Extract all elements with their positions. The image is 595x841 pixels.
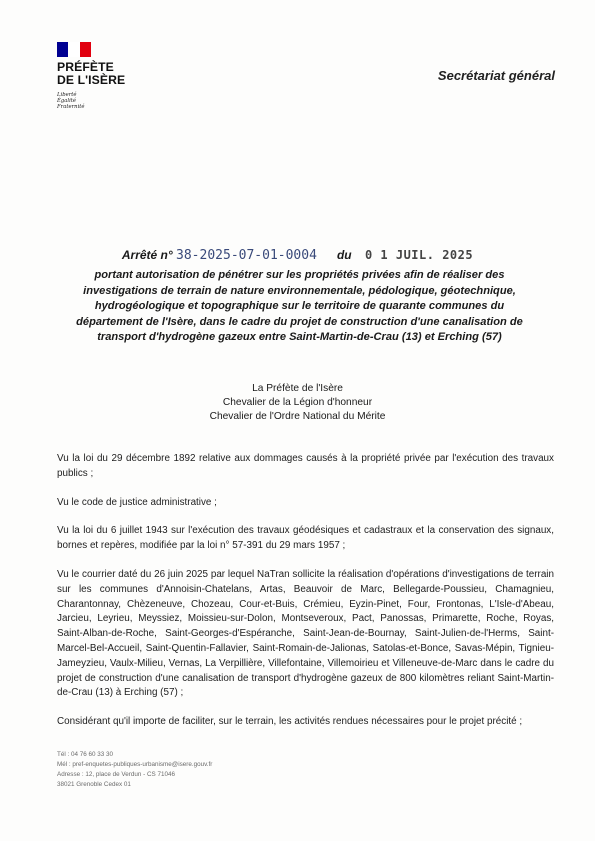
footer-phone: Tél : 04 76 60 33 30 — [57, 751, 114, 758]
logo-line-1: PRÉFÈTE — [57, 60, 114, 74]
decree-number: 38-2025-07-01-0004 — [176, 248, 317, 263]
logo-line-2: DE L'ISÈRE — [57, 73, 126, 87]
flag-white-stripe — [68, 42, 79, 57]
prefecture-logo — [57, 42, 137, 111]
decree-subject: portant autorisation de pénétrer sur les propriétés privées afin de réaliser des investigations de terrain de nature environnementale, pédologique, géotechnique, hydrogéologique et topographique sur le territoire de quarante communes du département de l'Isère, dans le cadre du projet de construction d'une canalisation de transport d'hydrogène gazeux entre Saint-Martin-de-Crau (13) et Erching (57) — [76, 269, 523, 344]
footer-address: Adresse : 12, place de Verdun - CS 71046 — [57, 771, 175, 778]
motto-liberte: Liberté — [57, 92, 77, 98]
logo-title — [57, 61, 137, 87]
motto-fraternite: Fraternité — [57, 104, 85, 111]
considerant-paragraph: Vu le code de justice administrative ; — [57, 496, 217, 508]
considerant-paragraph: Considérant qu'il importe de faciliter, sur le terrain, les activités rendues nécessaires pour le projet précité ; — [57, 716, 523, 728]
issuing-service: Secrétariat général — [437, 68, 555, 83]
french-flag-icon — [57, 42, 91, 57]
signing-authority — [0, 382, 595, 425]
considerant-paragraph: Vu le courrier daté du 26 juin 2025 par lequel NaTran sollicite la réalisation d'opérations d'investigations de terrain sur les communes d'Annoisin-Chatelans, Artas, Beauvoir de Marc, Bellegarde-Poussieu, Chamagnieu, Charantonnay, Chèzeneuve, Chozeau, Cour-et-Buis, Crémieu, Eyzin-Pinet, Four, Frontonas, L'Isle-d'Abeau, Jarcieu, Leyrieu, Meyssiez, Moissieu-sur-Dolon, Montseveroux, Pact, Panossas, Primarette, Roche, Royas, Saint-Alban-de-Roche, Saint-Georges-d'Espéranche, Saint-Jean-de-Bournay, Saint-Julien-de-l'Herms, Saint-Marcel-Bel-Accueil, Saint-Quentin-Fallavier, Saint-Romain-de-Jalionas, Satolas-et-Bonce, Savas-Mépin, Tignieu-Jameyzieu, Vaulx-Milieu, Vernas, La Verpillière, Villefontaine, Villemoirieu et Villeneuve-de-Marc dans le cadre du projet de construction d'une canalisation de transport d'hydrogène gazeux de 800 kilomètres reliant Saint-Martin-de-Crau (13) à Erching (57) ; — [57, 568, 554, 699]
decree-header — [0, 248, 595, 263]
flag-blue-stripe — [57, 42, 68, 57]
republic-motto — [57, 92, 137, 111]
flag-red-stripe — [80, 42, 91, 57]
decree-prefix: Arrêté n° — [121, 248, 173, 262]
contact-footer — [57, 750, 212, 790]
authority-title: La Préfète de l'Isère — [252, 383, 343, 394]
footer-city: 38021 Grenoble Cedex 01 — [57, 781, 131, 788]
decree-du: du — [336, 248, 352, 262]
considerant-paragraph: Vu la loi du 6 juillet 1943 sur l'exécution des travaux géodésiques et cadastraux et la conservation des signaux, bornes et repères, modifiée par la loi n° 57-391 du 29 mars 1957 ; — [57, 525, 554, 552]
authority-distinction-2: Chevalier de l'Ordre National du Mérite — [209, 411, 386, 423]
considerants — [57, 452, 554, 730]
motto-egalite: Égalité — [57, 98, 77, 105]
footer-email[interactable]: Mél : pref-enquetes-publiques-urbanisme@isere.gouv.fr — [57, 761, 213, 768]
authority-distinction-1: Chevalier de la Légion d'honneur — [222, 397, 373, 409]
considerant-paragraph: Vu la loi du 29 décembre 1892 relative aux dommages causés à la propriété privée par l'exécution des travaux publics ; — [57, 453, 554, 479]
decree-date-stamp: 0 1 JUIL. 2025 — [364, 248, 474, 262]
